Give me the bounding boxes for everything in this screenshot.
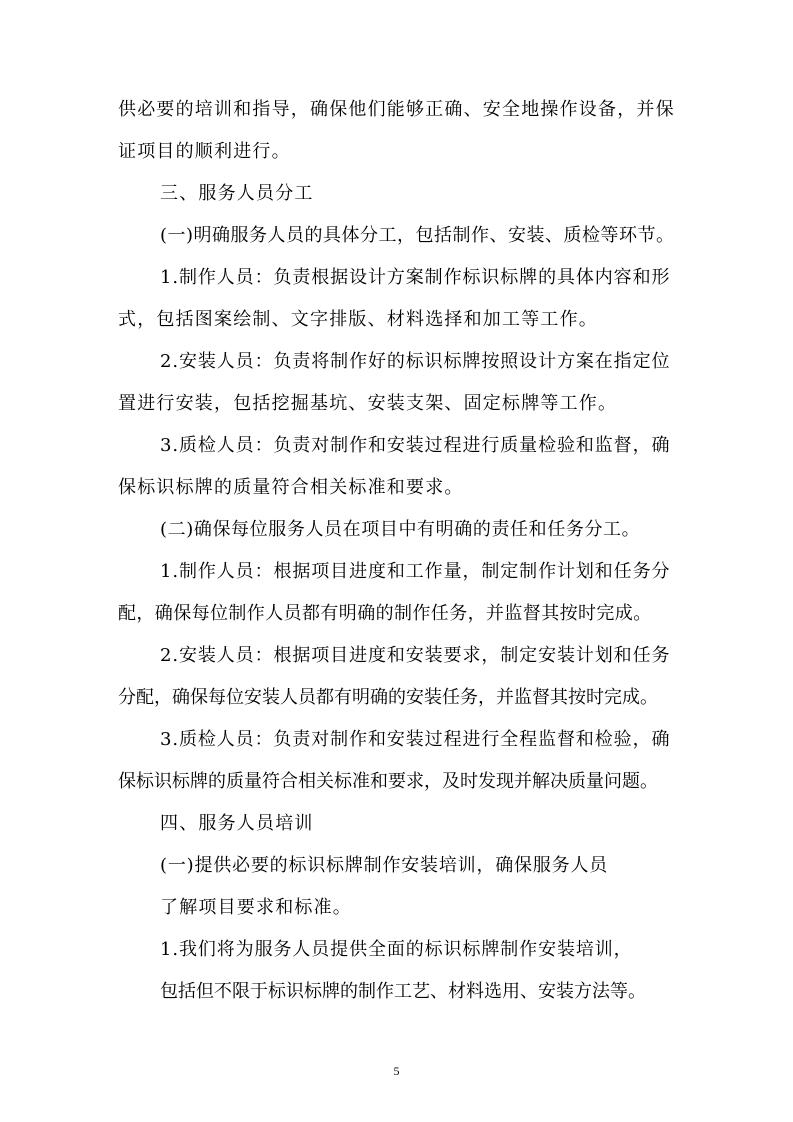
text-line: 包括但不限于标识标牌的制作工艺、材料选用、安装方法等。	[160, 981, 646, 1002]
text-line: 1.制作人员：负责根据设计方案制作标识标牌的具体内容和形	[160, 267, 671, 288]
text-line: 保标识标牌的质量符合相关标准和要求。	[118, 477, 464, 498]
section-heading: 三、服务人员分工	[160, 183, 314, 204]
text-line: 置进行安装，包括挖掘基坑、安装支架、固定标牌等工作。	[118, 393, 618, 414]
text-line: 1.我们将为服务人员提供全面的标识标牌制作安装培训，	[160, 939, 633, 960]
text-line: 配，确保每位制作人员都有明确的制作任务，并监督其按时完成。	[118, 603, 652, 624]
text-line: 保标识标牌的质量符合相关标准和要求，及时发现并解决质量问题。	[118, 771, 658, 792]
subsection-heading: (一)明确服务人员的具体分工，包括制作、安装、质检等环节。	[160, 225, 675, 246]
section-heading: 四、服务人员培训	[160, 813, 314, 834]
page-number: 5	[393, 1064, 400, 1078]
text-line: 了解项目要求和标准。	[160, 897, 352, 918]
text-line: 3.质检人员：负责对制作和安装过程进行全程监督和检验，确	[160, 729, 671, 750]
text-line: 2.安装人员：负责将制作好的标识标牌按照设计方案在指定位	[160, 351, 671, 372]
text-line: 1.制作人员：根据项目进度和工作量，制定制作计划和任务分	[160, 561, 671, 582]
subsection-heading: (一)提供必要的标识标牌制作安装培训，确保服务人员	[160, 855, 609, 876]
text-line: 2.安装人员：根据项目进度和安装要求，制定安装计划和任务	[160, 645, 671, 666]
text-line: 3.质检人员：负责对制作和安装过程进行质量检验和监督，确	[160, 435, 671, 456]
text-line: 证项目的顺利进行。	[118, 141, 291, 162]
text-line: 式，包括图案绘制、文字排版、材料选择和加工等工作。	[118, 309, 598, 330]
subsection-heading: (二)确保每位服务人员在项目中有明确的责任和任务分工。	[160, 519, 641, 540]
text-line: 供必要的培训和指导，确保他们能够正确、安全地操作设备，并保	[118, 99, 675, 120]
text-line: 分配，确保每位安装人员都有明确的安装任务，并监督其按时完成。	[118, 687, 658, 708]
